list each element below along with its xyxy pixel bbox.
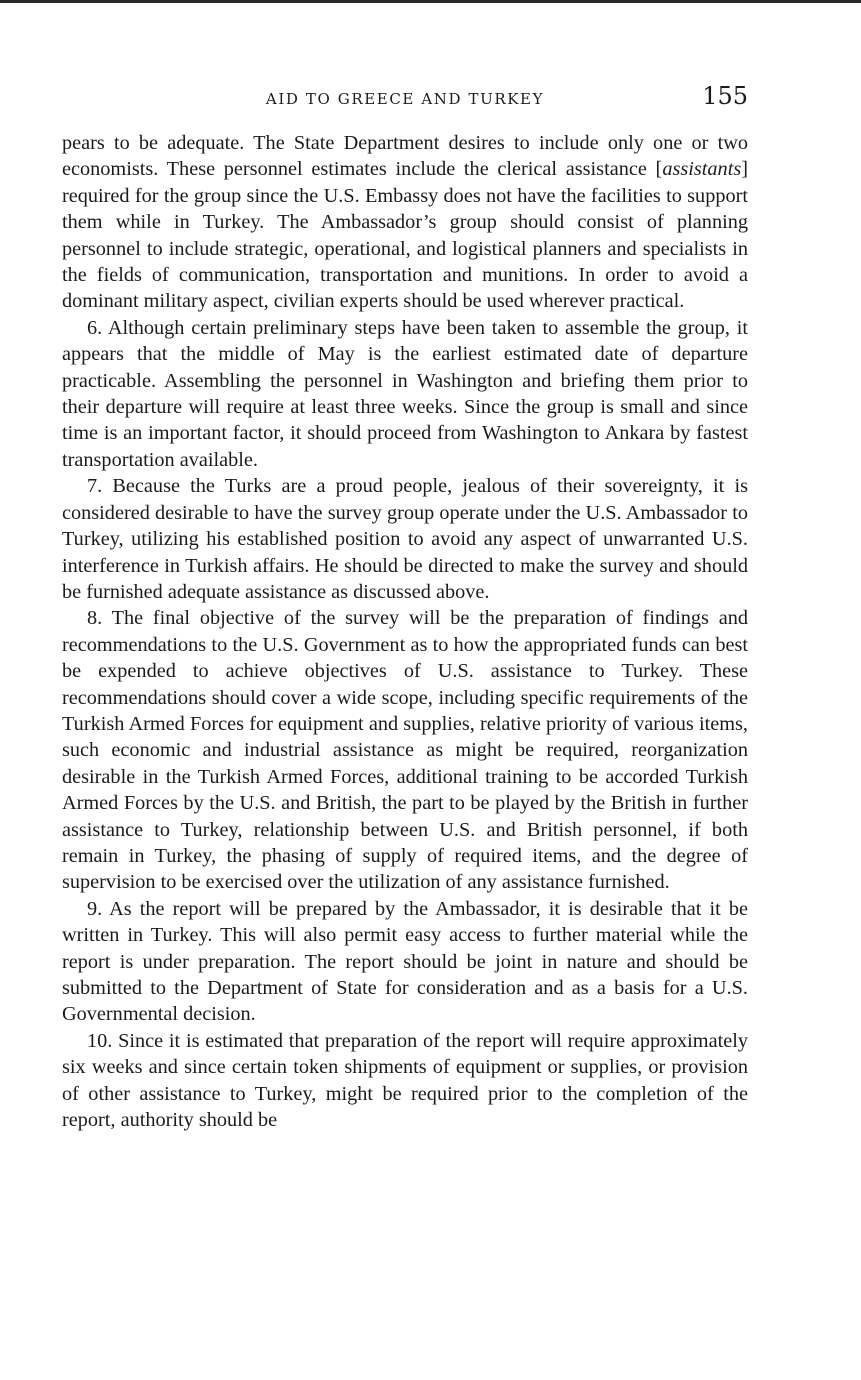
paragraph-8: 8. The final objective of the survey will be the preparation of findings and recommendations to the U.S. Government as to how the appropriated funds can best be expended to achieve objectives of U.S. assistance to Turkey. These recommendations should cover a wide scope, including specific requirements of the Turkish Armed Forces for equipment and supplies, relative priority of various items, such economic and industrial assistance as might be required, reorganization desirable in the Turkish Armed Forces, additional training to be accorded Turkish Armed Forces by the U.S. and British, the part to be played by the British in further assistance to Turkey, relationship between U.S. and British personnel, if both remain in Turkey, the phasing of supply of required items, and the degree of supervision to be exercised over the utilization of any assistance furnished. [62, 607, 748, 894]
paragraph-continuation [62, 130, 748, 315]
paragraph-10: 10. Since it is estimated that preparation of the report will require approximately six weeks and since certain token shipments of equipment or supplies, or provision of other assistance to Turkey, might be required prior to the completion of the report, authority should be [62, 1029, 748, 1132]
paragraph-6: 6. Although certain preliminary steps have been taken to assemble the group, it appears that the middle of May is the earliest estimated date of departure practicable. Assembling the personnel in Washington and briefing them prior to their departure will require at least three weeks. Since the group is small and since time is an important factor, it should proceed from Washington to Ankara by fastest transportation available. [62, 316, 748, 471]
page-top-rule [0, 0, 861, 3]
paragraph-7: 7. Because the Turks are a proud people, jealous of their sovereignty, it is considered desirable to have the survey group operate under the U.S. Ambassador to Turkey, utilizing his established position to avoid any aspect of unwarranted U.S. interference in Turkish affairs. He should be directed to make the survey and should be furnished adequate assistance as discussed above. [62, 475, 748, 603]
running-title: AID TO GREECE AND TURKEY [265, 90, 545, 108]
running-header [62, 82, 748, 116]
paragraph-text: pears to be adequate. The State Department desires to include only one or two economists. These personnel estimates include the clerical assistance [ [62, 132, 748, 181]
editorial-insertion: assistants [662, 158, 742, 181]
paragraph-9: 9. As the report will be prepared by the Ambassador, it is desirable that it be written in Turkey. This will also permit easy access to further material while the report is under preparation. The report should be joint in nature and should be submitted to the Department of State for consideration and as a basis for a U.S. Governmental decision. [62, 897, 748, 1026]
page-number: 155 [702, 82, 748, 110]
paragraph-text: ] required for the group since the U.S. Embassy does not have the facilities to support them while in Turkey. The Ambassador’s group should consist of planning personnel to include strategic, operational, and logistical planners and specialists in the fields of communication, transportation and munitions. In order to avoid a dominant military aspect, civilian experts should be used wherever practical. [62, 158, 748, 313]
body-text [62, 130, 748, 1133]
